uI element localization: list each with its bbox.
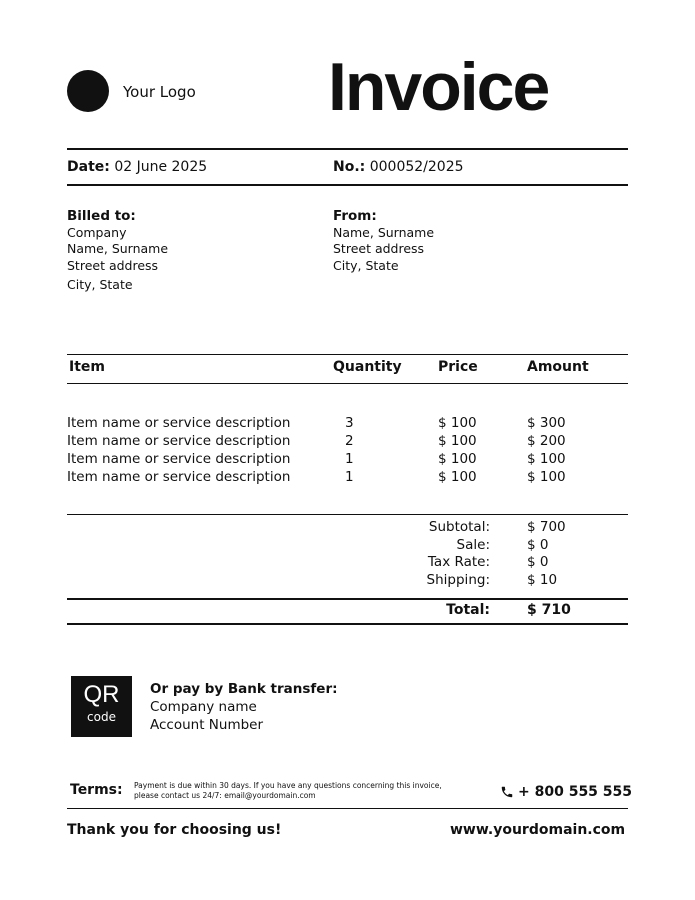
table-cell: Item name or service description: [67, 415, 291, 431]
total-row-label: Subtotal:: [428, 519, 490, 535]
col-price: Price: [438, 359, 478, 375]
table-cell: 3: [345, 415, 354, 431]
divider: [67, 808, 628, 809]
total-row-value: $ 10: [527, 572, 558, 589]
divider: [67, 514, 628, 515]
logo-mark: [67, 70, 109, 112]
table-cell: $ 100: [527, 451, 566, 467]
from-line: Name, Surname: [333, 224, 435, 240]
divider: [67, 354, 628, 355]
logo-text: Your Logo: [123, 83, 196, 101]
table-cell: Item name or service description: [67, 469, 291, 485]
col-amount: Amount: [527, 359, 589, 375]
total-row-value: $ 700: [527, 519, 566, 535]
table-cell: 2: [345, 433, 354, 449]
from: [333, 208, 434, 274]
table-cell: Item name or service description: [67, 451, 291, 467]
divider: [67, 623, 628, 625]
total-row-label: Shipping:: [426, 572, 490, 589]
total-value: $ 710: [527, 602, 571, 618]
terms-label: Terms:: [70, 782, 123, 798]
table-cell: $ 100: [438, 451, 477, 467]
divider: [67, 184, 628, 186]
table-cell: 1: [345, 451, 354, 467]
qr-big-text: QR: [83, 681, 120, 708]
terms-text: [134, 781, 464, 801]
billed-to-label: Billed to:: [67, 208, 136, 224]
total-row-value: $ 0: [527, 536, 549, 553]
bank-line: Account Number: [150, 717, 264, 733]
thank-you: Thank you for choosing us!: [67, 822, 282, 838]
table-cell: $ 100: [438, 433, 477, 449]
total-row-label: Tax Rate:: [427, 554, 490, 571]
total-label: Total:: [446, 602, 490, 618]
page-title: Invoice: [328, 49, 549, 125]
phone: [500, 784, 632, 800]
from-line: City, State: [333, 257, 399, 273]
col-quantity: Quantity: [333, 359, 402, 375]
total-row-value: $ 0: [527, 554, 549, 571]
divider: [67, 148, 628, 150]
bank-title: Or pay by Bank transfer:: [150, 681, 338, 697]
divider: [67, 383, 628, 384]
table-cell: 1: [345, 469, 354, 485]
billed-to: [67, 208, 168, 294]
from-line: Street address: [333, 241, 425, 256]
table-cell: $ 200: [527, 433, 566, 449]
phone-number: + 800 555 555: [518, 784, 633, 800]
billed-line: Company: [67, 224, 127, 240]
table-cell: $ 300: [527, 415, 566, 431]
from-label: From:: [333, 208, 377, 224]
total-row-label: Sale:: [456, 536, 490, 553]
website-link[interactable]: www.yourdomain.com: [450, 822, 626, 838]
invoice-date: [67, 159, 207, 175]
terms-line: Payment is due within 30 days. If you have any questions concerning this invoice,: [134, 781, 442, 790]
number-value: 000052/2025: [369, 159, 464, 175]
col-item: Item: [69, 359, 105, 375]
table-cell: Item name or service description: [67, 433, 291, 449]
qr-code: [71, 676, 132, 737]
date-label: Date:: [67, 159, 110, 175]
terms-line: please contact us 24/7: email@yourdomain.com: [134, 791, 316, 800]
table-cell: $ 100: [527, 469, 566, 485]
billed-line: City, State: [67, 277, 133, 292]
number-label: No.:: [333, 159, 366, 175]
date-value: 02 June 2025: [114, 159, 208, 175]
bank-line: Company name: [150, 699, 257, 715]
billed-line: Name, Surname: [67, 241, 169, 256]
bank-transfer: [150, 680, 338, 734]
billed-line: Street address: [67, 257, 159, 273]
phone-icon: [500, 785, 514, 799]
divider: [67, 598, 628, 600]
table-cell: $ 100: [438, 469, 477, 485]
qr-small-text: code: [87, 710, 116, 724]
invoice-number: [333, 159, 464, 175]
table-cell: $ 100: [438, 415, 477, 431]
